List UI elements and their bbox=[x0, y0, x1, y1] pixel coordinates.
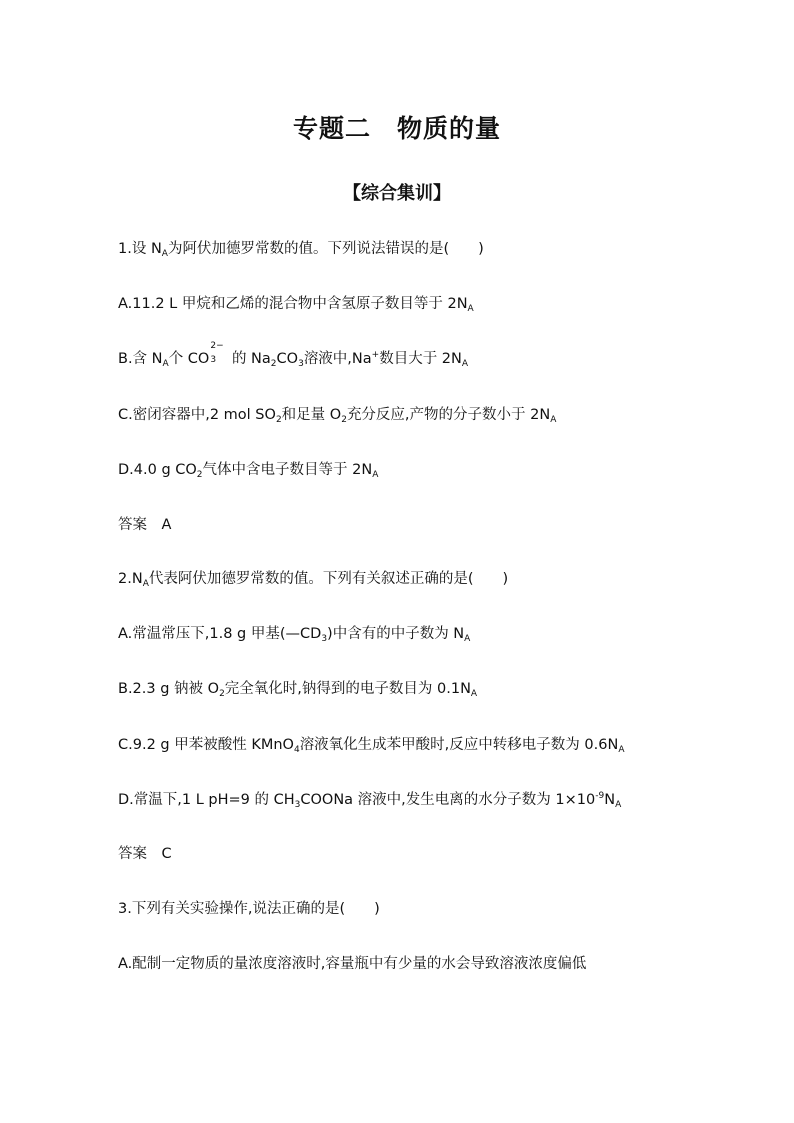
question-2-option-b: B.2.3 g 钠被 $O_2$完全氧化时,钠得到的电子数目为 $0.1N_A$ bbox=[118, 681, 478, 699]
question-2-option-c: C.9.2 g 甲苯被酸性 KMnO$_4$溶液氧化生成苯甲酸时,反应中转移电子数为 $0.6N_A$ bbox=[118, 737, 625, 755]
question-1-stem: 1.设 $N_A$为阿伏加德罗常数的值。下列说法错误的是( ) bbox=[118, 241, 484, 259]
question-3-option-a: A.配制一定物质的量浓度溶液时,容量瓶中有少量的水会导致溶液浓度偏低 bbox=[118, 956, 587, 972]
question-2-stem: $2.N_A$代表阿伏加德罗常数的值。下列有关叙述正确的是( ) bbox=[118, 571, 509, 589]
question-1-option-a: A.11.2 L 甲烷和乙烯的混合物中含氢原子数目等于 $2N_A$ bbox=[118, 296, 474, 314]
question-2-option-a: A.常温常压下,1.8 g 甲基$(—CD_3)$中含有的中子数为 $N_A$ bbox=[118, 626, 471, 644]
question-1-answer: 答案 A bbox=[118, 517, 172, 533]
question-2-option-d: D.常温下,1 L pH=9 的 $CH_3COONa$ 溶液中,发生电离的水分子数为 $1\times 10^{-9}N_A$ bbox=[118, 791, 622, 810]
ion-charge-stack: 2− 3 bbox=[210, 341, 224, 365]
question-2-answer: 答案 C bbox=[118, 846, 172, 862]
page-title: 专题二 物质的量 bbox=[292, 114, 501, 143]
section-title: 【综合集训】 bbox=[343, 183, 451, 204]
question-1-option-d: D.4.0 g $CO_2$气体中含电子数目等于 $2N_A$ bbox=[118, 462, 379, 480]
question-1-option-b: B.含 $N_A$个 CO 2− 3 的 $Na_2CO_3$溶液中,Na+数目大于 $2N_A$ bbox=[118, 341, 469, 369]
question-3-stem: 3.下列有关实验操作,说法正确的是( ) bbox=[118, 901, 380, 917]
question-1-option-c: C.密闭容器中,2 mol $SO_2$和足量 $O_2$充分反应,产物的分子数小于 $2N_A$ bbox=[118, 407, 557, 425]
